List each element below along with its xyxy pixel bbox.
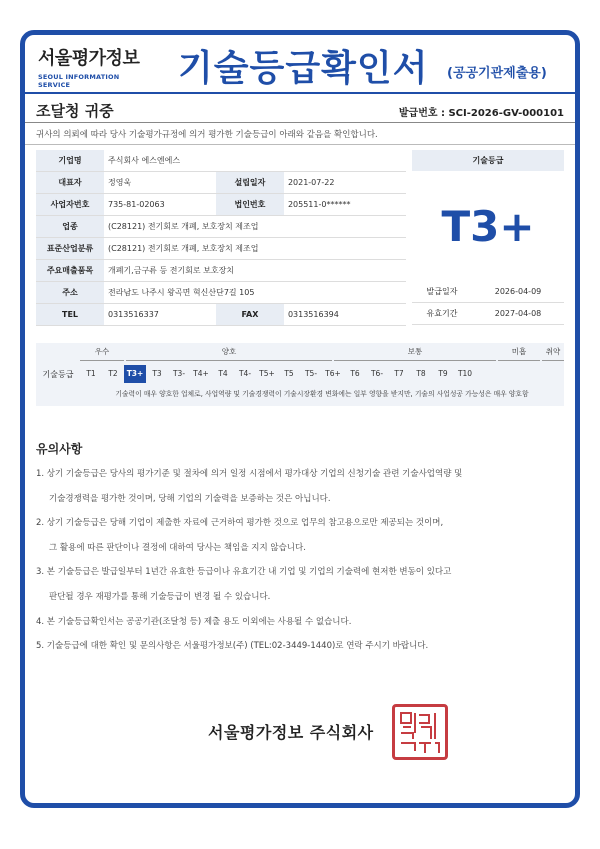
ceo-value: 정영욱: [104, 172, 216, 194]
table-row: [36, 150, 406, 172]
divider: [25, 122, 575, 123]
grade-panel: [412, 150, 564, 325]
note-line: 5. 기술등급에 대한 확인 및 문의사항은 서울평가정보(주) (TEL:02-3449-1440)로 연락 주시기 바랍니다.: [36, 641, 429, 652]
note-line: 판단될 경우 재평가를 통해 기술등급이 변경 될 수 있습니다.: [49, 591, 271, 602]
table-row: [36, 282, 406, 304]
grade-value: T3+: [441, 201, 535, 251]
company-seal-stamp: [392, 704, 448, 760]
address-value: 전라남도 나주시 왕곡면 혁신산단7길 105: [104, 282, 406, 304]
table-row: [36, 194, 406, 216]
grade-cell: T6+: [325, 369, 341, 378]
founded-value: 2021-07-22: [284, 172, 406, 194]
corpno-label: 법인번호: [216, 194, 284, 216]
grade-cell: T1: [86, 369, 96, 378]
company-name-label: 기업명: [36, 150, 104, 172]
grade-label: 기술등급: [412, 150, 564, 171]
table-row: [36, 216, 406, 238]
tel-value: 0313516337: [104, 304, 216, 326]
grade-cell: T9: [438, 369, 448, 378]
grade-cell: T3-: [172, 369, 186, 378]
note-line: 2. 상기 기술등급은 당해 기업이 제출한 자료에 근거하여 평가한 것으로 업무의 참고용으로만 제공되는 것이며,: [36, 518, 444, 529]
industry-label: 업종: [36, 216, 104, 238]
grade-cell: T4-: [238, 369, 252, 378]
divider: [25, 144, 575, 145]
table-row: [36, 238, 406, 260]
tel-label: TEL: [36, 304, 104, 326]
grade-cell: T3: [152, 369, 162, 378]
notes-list: [36, 462, 562, 659]
grade-cell: T5: [284, 369, 294, 378]
industry-value: (C28121) 전기회로 개폐, 보호장치 제조업: [104, 216, 406, 238]
grade-scale-label: 기술등급: [42, 370, 74, 379]
note-line: 그 활용에 따른 판단이나 결정에 대하여 당사는 책임을 지지 않습니다.: [49, 542, 306, 553]
issue-date-label: 발급일자: [426, 287, 458, 296]
document-frame: [20, 30, 580, 808]
grade-group: 보통: [334, 346, 496, 361]
grade-cell: T2: [108, 369, 118, 378]
std-industry-value: (C28121) 전기회로 개폐, 보호장치 제조업: [104, 238, 406, 260]
issue-number: 발급번호 : SCI-2026-GV-000101: [398, 108, 564, 119]
grade-cell: T3+: [124, 365, 146, 383]
grade-cell: T6: [350, 369, 360, 378]
grade-group: 미흡: [498, 346, 540, 361]
products-value: 개폐기,금구류 등 전기회로 보호장치: [104, 260, 406, 282]
ceo-label: 대표자: [36, 172, 104, 194]
company-info-table: [36, 150, 406, 326]
company-logo: [38, 44, 148, 89]
grade-description: 기술력이 매우 양호한 업체로, 사업역량 및 기술경쟁력이 기술시장환경 변화에는 일부 영향을 받지만, 기술의 사업성공 가능성은 매우 양호함: [115, 390, 529, 398]
address-label: 주소: [36, 282, 104, 304]
document-subtitle: (공공기관제출용): [447, 66, 547, 81]
grade-group: 취약: [542, 346, 564, 361]
products-label: 주요매출품목: [36, 260, 104, 282]
corpno-value: 205511-0******: [284, 194, 406, 216]
company-name-value: 주식회사 에스엔에스: [104, 150, 406, 172]
grade-scale: [36, 343, 564, 406]
grade-cell: T4+: [193, 369, 209, 378]
issue-date-row: [412, 281, 564, 303]
logo-name-en: SEOUL INFORMATION SERVICE: [38, 73, 120, 89]
grade-cell: T7: [394, 369, 404, 378]
table-row: [36, 304, 406, 326]
table-row: [36, 172, 406, 194]
grade-groups: [80, 346, 564, 360]
issue-date-value: 2026-04-09: [494, 287, 542, 296]
grade-cells: [80, 365, 564, 383]
seal-icon: [395, 707, 445, 757]
intro-text: 귀사의 의뢰에 따라 당사 기술평가규정에 의거 평가한 기술등급이 아래와 같음을 확인합니다.: [36, 130, 378, 140]
grade-cell: T8: [416, 369, 426, 378]
bizno-value: 735-81-02063: [104, 194, 216, 216]
grade-cell: T5+: [259, 369, 275, 378]
footer-company-name: 서울평가정보 주식회사: [208, 723, 374, 742]
note-line: 기술경쟁력을 평가한 것이며, 당해 기업의 기술력을 보증하는 것은 아닙니다.: [49, 493, 331, 504]
logo-name-ko: 서울평가정보: [38, 48, 140, 69]
document-title: 기술등급확인서: [178, 48, 429, 89]
table-row: [36, 260, 406, 282]
grade-group: 우수: [80, 346, 124, 361]
grade-cell: T6-: [370, 369, 384, 378]
std-industry-label: 표준산업분류: [36, 238, 104, 260]
grade-cell: T5-: [304, 369, 318, 378]
grade-group: 양호: [126, 346, 332, 361]
valid-date-label: 유효기간: [426, 309, 458, 318]
notes-title: 유의사항: [36, 442, 83, 456]
fax-value: 0313516394: [284, 304, 406, 326]
valid-date-row: [412, 303, 564, 325]
title-divider: [25, 92, 575, 94]
bizno-label: 사업자번호: [36, 194, 104, 216]
valid-date-value: 2027-04-08: [494, 309, 542, 318]
grade-cell: T4: [218, 369, 228, 378]
founded-label: 설립일자: [216, 172, 284, 194]
note-line: 3. 본 기술등급은 발급일부터 1년간 유효한 등급이나 유효기간 내 기업 및 기업의 기술력에 현저한 변동이 있다고: [36, 567, 452, 578]
recipient: 조달청 귀중: [36, 102, 114, 120]
note-line: 4. 본 기술등급확인서는 공공기관(조달청 등) 제출 용도 이외에는 사용될 수 없습니다.: [36, 616, 352, 627]
note-line: 1. 상기 기술등급은 당사의 평가기준 및 절차에 의거 일정 시점에서 평가대상 기업의 신청기술 관련 기술사업역량 및: [36, 469, 463, 479]
fax-label: FAX: [216, 304, 284, 326]
grade-cell: T10: [457, 369, 473, 378]
